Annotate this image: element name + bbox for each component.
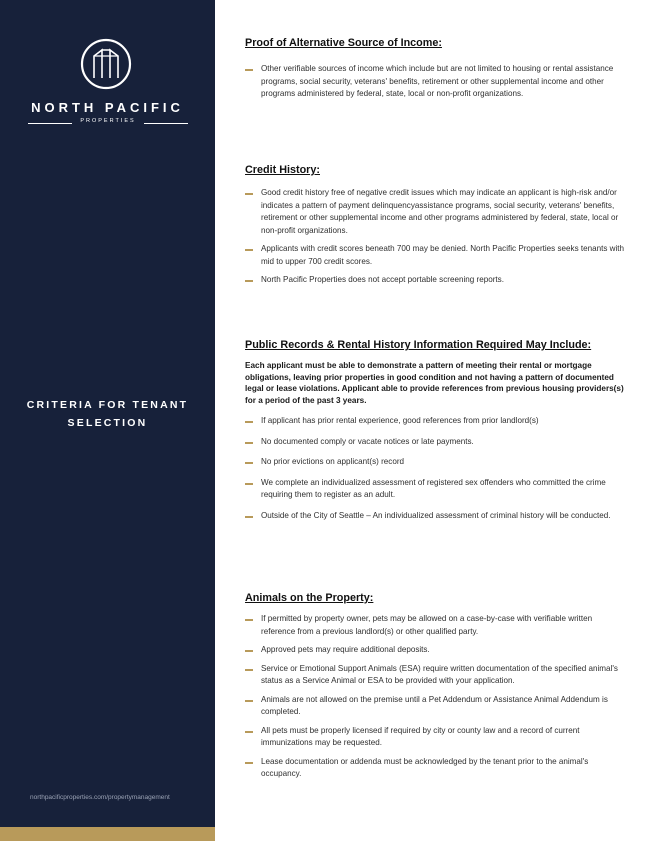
section-intro: Each applicant must be able to demonstrate a pattern of meeting their rental or mortgage obligations, leaving prior properties in good condition and not having a pattern of documented legal or lease violations. Applicant able to provide references from previous housing providers(s) for a period of the past 3 years. xyxy=(245,361,624,405)
bullet-dash-icon xyxy=(245,442,253,444)
bullet-dash-icon xyxy=(245,669,253,671)
brand-subtitle: PROPERTIES xyxy=(80,118,136,124)
section-title: Proof of Alternative Source of Income: xyxy=(245,37,442,49)
list-item xyxy=(245,187,625,237)
list-item xyxy=(245,243,625,268)
list-item-text: We complete an individualized assessment of registered sex offenders who committed the crime requiring them to register as an adult. xyxy=(261,477,606,499)
document-title xyxy=(0,396,215,432)
bullet-dash-icon xyxy=(245,249,253,251)
sidebar xyxy=(0,0,215,841)
list-item-text: If permitted by property owner, pets may be allowed on a case-by-case with verifiable written reference from a previous landlord(s) or other qualified party. xyxy=(261,614,593,636)
section-public-records xyxy=(245,339,625,522)
list-item xyxy=(245,274,625,287)
list-item xyxy=(245,644,625,657)
bullet-dash-icon xyxy=(245,762,253,764)
list-item xyxy=(245,663,625,688)
brand-subtitle-group xyxy=(28,118,188,128)
bullet-dash-icon xyxy=(245,483,253,485)
bullet-list xyxy=(245,613,625,781)
list-item-text: No documented comply or vacate notices or late payments. xyxy=(261,436,474,446)
brand-divider-right xyxy=(144,123,188,124)
section-alternative-income xyxy=(245,37,625,101)
list-item-text: Outside of the City of Seattle – An individualized assessment of criminal history will be conducted. xyxy=(261,510,611,520)
list-item-text: North Pacific Properties does not accept portable screening reports. xyxy=(261,275,504,284)
section-title: Credit History: xyxy=(245,164,320,176)
bullet-dash-icon xyxy=(245,280,253,282)
website-url: northpacificproperties.com/propertymanagement xyxy=(30,794,170,801)
bullet-dash-icon xyxy=(245,700,253,702)
list-item xyxy=(245,477,625,502)
bullet-dash-icon xyxy=(245,462,253,464)
bullet-dash-icon xyxy=(245,650,253,652)
list-item xyxy=(245,415,625,428)
list-item xyxy=(245,510,625,523)
document-title-line-2: SELECTION xyxy=(67,417,148,429)
section-animals xyxy=(245,592,625,781)
list-item-text: Approved pets may require additional deposits. xyxy=(261,645,430,654)
list-item-text: Applicants with credit scores beneath 700 may be denied. North Pacific Properties seeks tenants with mid to upper 700 credit scores. xyxy=(261,244,625,266)
document-title-line-1: CRITERIA FOR TENANT xyxy=(26,399,189,411)
list-item xyxy=(245,694,625,719)
bullet-dash-icon xyxy=(245,193,253,195)
list-item xyxy=(245,613,625,638)
section-title: Public Records & Rental History Information Required May Include: xyxy=(245,339,592,351)
bullet-list xyxy=(245,415,625,522)
bullet-list xyxy=(245,63,625,101)
bullet-dash-icon xyxy=(245,421,253,423)
list-item-text: Other verifiable sources of income which include but are not limited to housing or rental assistance programs, social security, veterans' benefits, retirement or other supplemental income and other programs administered by federal, state, local or non-profit organizations. xyxy=(261,64,614,98)
list-item-text: All pets must be properly licensed if required by city or county law and a record of current immunizations may be requested. xyxy=(261,725,580,747)
list-item-text: No prior evictions on applicant(s) record xyxy=(261,457,405,466)
bullet-dash-icon xyxy=(245,731,253,733)
list-item-text: If applicant has prior rental experience, good references from prior landlord(s) xyxy=(261,416,539,425)
brand-name: NORTH PACIFIC xyxy=(31,100,184,115)
section-credit-history xyxy=(245,164,625,287)
bullet-dash-icon xyxy=(245,619,253,621)
list-item-text: Lease documentation or addenda must be acknowledged by the tenant prior to the animal's occupancy. xyxy=(261,756,589,778)
accent-bar xyxy=(0,827,215,841)
list-item xyxy=(245,456,625,469)
list-item xyxy=(245,436,625,449)
list-item xyxy=(245,725,625,750)
list-item-text: Good credit history free of negative credit issues which may indicate an applicant is high-risk and/or indicates a pattern of payment delinquencyassistance programs, social security, veterans' benefits, retirement or other supplemental income and other programs administered by federal, state, local or non-profit organizations. xyxy=(261,188,619,235)
bullet-dash-icon xyxy=(245,69,253,71)
bullet-dash-icon xyxy=(245,516,253,518)
list-item-text: Animals are not allowed on the premise until a Pet Addendum or Assistance Animal Addendum is completed. xyxy=(261,694,608,716)
list-item-text: Service or Emotional Support Animals (ESA) require written documentation of the specified animal's status as a Service Animal or ESA to be provided with your application. xyxy=(261,663,618,685)
bullet-list xyxy=(245,187,625,287)
section-title: Animals on the Property: xyxy=(245,592,374,604)
list-item xyxy=(245,63,625,101)
list-item xyxy=(245,756,625,781)
company-logo xyxy=(80,38,132,90)
